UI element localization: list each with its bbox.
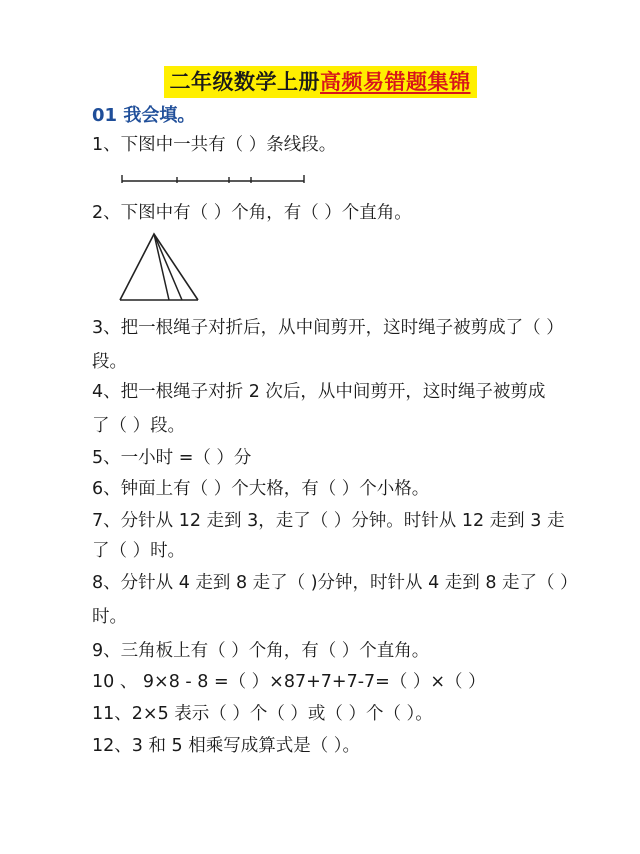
question-text: 2、下图中有（ ）个角，有（ ）个直角。 <box>92 203 412 223</box>
question-11 <box>92 699 572 729</box>
question-text: 9、三角板上有（ ）个角，有（ ）个直角。 <box>92 641 430 661</box>
question-2 <box>92 198 572 228</box>
question-12 <box>92 731 572 761</box>
question-6 <box>92 474 572 504</box>
question-text: 11、2×5 表示（ ）个（ ）或（ ）个（ ）。 <box>92 704 433 724</box>
question-text-cont: 了（ ）时。 <box>92 541 186 561</box>
title-banner <box>0 66 640 98</box>
question-text: 3、把一根绳子对折后，从中间剪开，这时绳子被剪成了（ ） <box>92 318 564 338</box>
page-title <box>164 66 477 98</box>
title-part-2: 高频易错题集锦 <box>320 70 471 94</box>
question-text: 7、分针从 12 走到 3，走了（ ）分钟。时针从 12 走到 3 走 <box>92 511 565 531</box>
question-8 <box>92 568 578 632</box>
line-segment-figure <box>118 170 308 186</box>
question-9 <box>92 636 572 666</box>
triangle-angles-figure <box>114 230 204 304</box>
question-text: 12、3 和 5 相乘写成算式是（ ）。 <box>92 736 361 756</box>
question-4 <box>92 377 572 441</box>
question-text: 4、把一根绳子对折 2 次后，从中间剪开，这时绳子被剪成 <box>92 382 546 402</box>
question-text: 10 、 9×8 - 8 =（ ）×87+7+7-7=（ ）×（ ） <box>92 672 486 692</box>
question-text-cont: 了（ ）段。 <box>92 416 186 436</box>
question-text-cont: 时。 <box>92 607 127 627</box>
question-text-cont: 段。 <box>92 352 127 372</box>
question-10 <box>92 667 572 697</box>
question-1 <box>92 130 572 160</box>
question-7 <box>92 506 572 566</box>
question-text: 1、下图中一共有（ ）条线段。 <box>92 135 337 155</box>
question-text: 6、钟面上有（ ）个大格，有（ ）个小格。 <box>92 479 430 499</box>
section-heading: 01 我会填。 <box>92 105 196 126</box>
question-3 <box>92 313 572 377</box>
question-text: 5、一小时 =（ ）分 <box>92 448 252 468</box>
question-5 <box>92 443 572 473</box>
question-text: 8、分针从 4 走到 8 走了（ )分钟，时针从 4 走到 8 走了（ ） <box>92 573 578 593</box>
title-part-1: 二年级数学上册 <box>169 70 320 94</box>
